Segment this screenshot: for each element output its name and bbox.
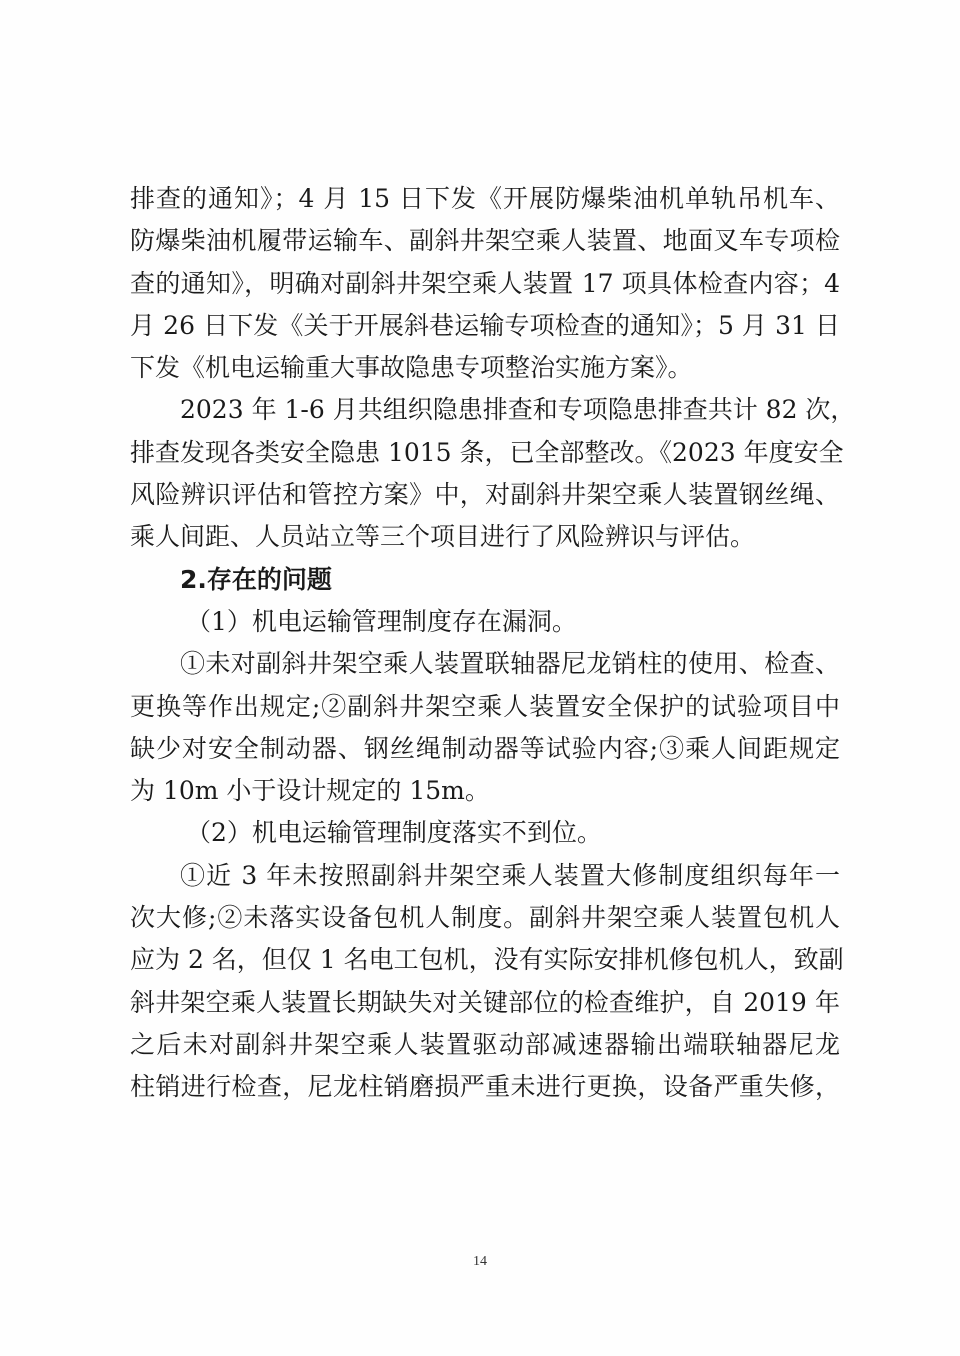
text-line: 风险辨识评估和管控方案》中，对副斜井架空乘人装置钢丝绳、 — [130, 480, 840, 510]
section-heading: 2.存在的问题 — [180, 564, 332, 594]
text-line: 之后未对副斜井架空乘人装置驱动部减速器输出端联轴器尼龙 — [130, 1029, 840, 1059]
text-line: 防爆柴油机履带运输车、副斜井架空乘人装置、地面叉车专项检 — [130, 226, 840, 256]
text-line: 排查发现各类安全隐患 1015 条，已全部整改。《2023 年度安全 — [130, 437, 844, 467]
text-line: 柱销进行检查，尼龙柱销磨损严重未进行更换，设备严重失修， — [130, 1072, 840, 1102]
text-line: 为 10m 小于设计规定的 15m。 — [130, 776, 490, 806]
text-line: 更换等作出规定;②副斜井架空乘人装置安全保护的试验项目中 — [130, 691, 840, 721]
subsection-heading: （2）机电运输管理制度落实不到位。 — [186, 818, 602, 848]
subsection-heading: （1）机电运输管理制度存在漏洞。 — [186, 606, 577, 636]
page-number: 14 — [473, 1254, 487, 1269]
paragraph-start-line: ①近 3 年未按照副斜井架空乘人装置大修制度组织每年一 — [180, 860, 840, 890]
paragraph-start-line: 2023 年 1-6 月共组织隐患排查和专项隐患排查共计 82 次， — [180, 395, 856, 425]
text-line: 缺少对安全制动器、钢丝绳制动器等试验内容;③乘人间距规定 — [130, 733, 840, 763]
body-text — [130, 178, 856, 1109]
text-line: 次大修;②未落实设备包机人制度。副斜井架空乘人装置包机人 — [130, 903, 840, 933]
text-line: 下发《机电运输重大事故隐患专项整治实施方案》。 — [130, 353, 693, 383]
text-line: 排查的通知》；4 月 15 日下发《开展防爆柴油机单轨吊机车、 — [130, 184, 840, 213]
text-line: 月 26 日下发《关于开展斜巷运输专项检查的通知》；5 月 31 日 — [130, 310, 840, 340]
paragraph-start-line: ①未对副斜井架空乘人装置联轴器尼龙销柱的使用、检查、 — [180, 649, 840, 679]
text-line: 乘人间距、人员站立等三个项目进行了风险辨识与评估。 — [130, 522, 756, 552]
text-line: 斜井架空乘人装置长期缺失对关键部位的检查维护，自 2019 年 — [130, 987, 840, 1017]
text-line: 查的通知》，明确对副斜井架空乘人装置 17 项具体检查内容；4 — [130, 268, 840, 298]
text-line: 应为 2 名，但仅 1 名电工包机，没有实际安排机修包机人，致副 — [130, 945, 844, 975]
